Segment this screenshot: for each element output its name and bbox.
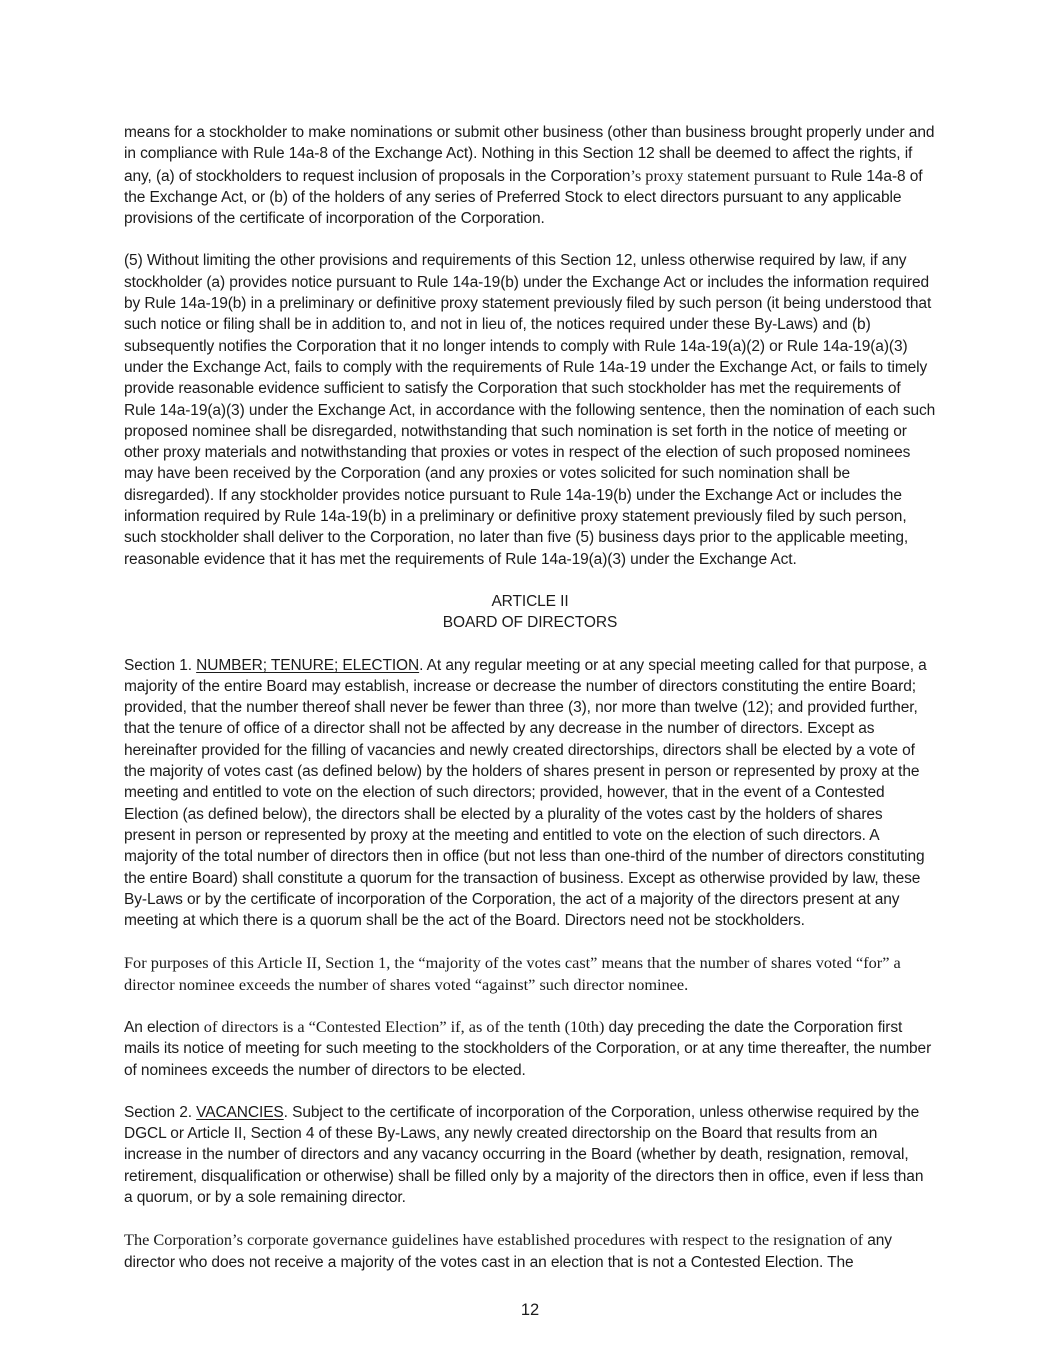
paragraph-governance bbox=[124, 1229, 936, 1273]
paragraph-governance-text: any director who does not receive a majority of the votes cast in an election that is not a Contested Election. The bbox=[124, 1232, 892, 1271]
section-1-title: NUMBER; TENURE; ELECTION bbox=[196, 656, 420, 674]
section-1-body: . At any regular meeting or at any special meeting called for that purpose, a majority of the entire Board may establish, increase or decrease the number of directors constituting the entire Board; provided, that the number thereof shall never be fewer than three (3), nor more than twelve (12); and provided further, that the tenure of office of a director shall not be affected by any decrease in the number of directors. Except as hereinafter provided for the filling of vacancies and newly created directorships, directors shall be elected by a vote of the majority of votes cast (as defined below) by the holders of shares present in person or represented by proxy at the meeting and entitled to vote on the election of such directors; provided, however, that in the event of a Contested Election (as defined below), the directors shall be elected by a plurality of the votes cast by the holders of shares present in person or represented by proxy at the meeting and entitled to vote on the election of such directors. A majority of the total number of directors then in office (but not less than one-third of the number of directors constituting the entire Board) shall constitute a quorum for the transaction of business. Except as otherwise provided by law, these By-Laws or by the certificate of incorporation of the Corporation, the act of a majority of the directors present at any meeting at which there is a quorum shall be the act of the Board. Directors need not be stockholders. bbox=[124, 656, 927, 930]
paragraph-nominations-text-2: Rule 14a-8 of the Exchange Act, or (b) of the holders of any series of Preferred Stock to elect directors pursuant to any applicable provisions of the certificate of incorporation of the Corporation. bbox=[124, 167, 923, 228]
section-2-title: VACANCIES bbox=[196, 1103, 284, 1121]
paragraph-contested-election-text-2: day preceding the date the Corporation first mails its notice of meeting for such meeting to the stockholders of the Corporation, or at any time thereafter, the number of nominees exceeds the number of directors to be elected. bbox=[124, 1018, 932, 1079]
paragraph-contested-election-text-1: An election bbox=[124, 1018, 204, 1036]
article-heading-title: ARTICLE II bbox=[491, 592, 569, 610]
paragraph-rule-14a19 bbox=[124, 250, 936, 569]
paragraph-majority-votes-text: For purposes of this Article II, Section 1, the “majority of the votes cast” means that the number of shares voted “for” a director nominee exceeds the number of shares voted “against” such director nominee. bbox=[124, 953, 901, 994]
section-2-lead: Section 2. bbox=[124, 1103, 197, 1121]
paragraph-contested-election bbox=[124, 1016, 936, 1081]
section-1-lead: Section 1. bbox=[124, 656, 197, 674]
paragraph-section-2 bbox=[124, 1102, 936, 1208]
section-2-body: . Subject to the certificate of incorporation of the Corporation, unless otherwise required by the DGCL or Article II, Section 4 of these By-Laws, any newly created directorship on the Board that results from an increase in the number of directors and any vacancy occurring in the Board (whether by death, resignation, removal, retirement, disqualification or otherwise) shall be filled only by a majority of the directors then in office, even if less than a quorum, or by a sole remaining director. bbox=[124, 1103, 924, 1207]
article-heading bbox=[124, 591, 936, 634]
page-number: 12 bbox=[520, 1300, 540, 1319]
paragraph-rule-14a19-text: (5) Without limiting the other provisions and requirements of this Section 12, unless otherwise required by law, if any stockholder (a) provides notice pursuant to Rule 14a-19(b) under the Exchange Act or includes the information required by Rule 14a-19(b) in a preliminary or definitive proxy statement previously filed by such person (it being understood that such notice or filing shall be in addition to, and not in lieu of, the notices required under these By-Laws) and (b) subsequently notifies the Corporation that it no longer intends to comply with Rule 14a-19(a)(2) or Rule 14a-19(a)(3) under the Exchange Act, fails to comply with the requirements of Rule 14a-19 under the Exchange Act, or fails to timely provide reasonable evidence sufficient to satisfy the Corporation that such stockholder has met the requirements of Rule 14a-19(a)(3) under the Exchange Act, in accordance with the following sentence, then the nomination of each such proposed nominee shall be disregarded, notwithstanding that such nomination is set forth in the notice of meeting or other proxy materials and notwithstanding that proxies or votes in respect of the election of such proposed nominees may have been received by the Corporation (and any proxies or votes solicited for such nomination shall be disregarded). If any stockholder provides notice pursuant to Rule 14a-19(b) under the Exchange Act or includes the information required by Rule 14a-19(b) in a preliminary or definitive proxy statement previously filed by such person, such stockholder shall deliver to the Corporation, no later than five (5) business days prior to the applicable meeting, reasonable evidence that it has met the requirements of Rule 14a-19(a)(3) under the Exchange Act. bbox=[124, 252, 936, 568]
paragraph-governance-serif-segment: The Corporation’s corporate governance guidelines have established procedures with respect to the resignation of bbox=[124, 1230, 868, 1250]
paragraph-nominations-serif-segment: ’s proxy statement pursuant to bbox=[630, 165, 831, 185]
paragraph-majority-votes bbox=[124, 952, 936, 995]
paragraph-nominations-text-1: means for a stockholder to make nominations or submit other business (other than business brought properly under and in compliance with Rule 14a-8 of the Exchange Act). Nothing in this Section 12 shall be deemed to affect the rights, if any, (a) of stockholders to request inclusion of proposals in the Corporation bbox=[124, 124, 935, 185]
paragraph-nominations bbox=[124, 122, 936, 229]
article-heading-subtitle: BOARD OF DIRECTORS bbox=[442, 614, 618, 632]
paragraph-section-1 bbox=[124, 655, 936, 932]
paragraph-contested-election-serif-segment: of directors is a “Contested Election” if, as of the tenth (10th) bbox=[203, 1016, 609, 1036]
